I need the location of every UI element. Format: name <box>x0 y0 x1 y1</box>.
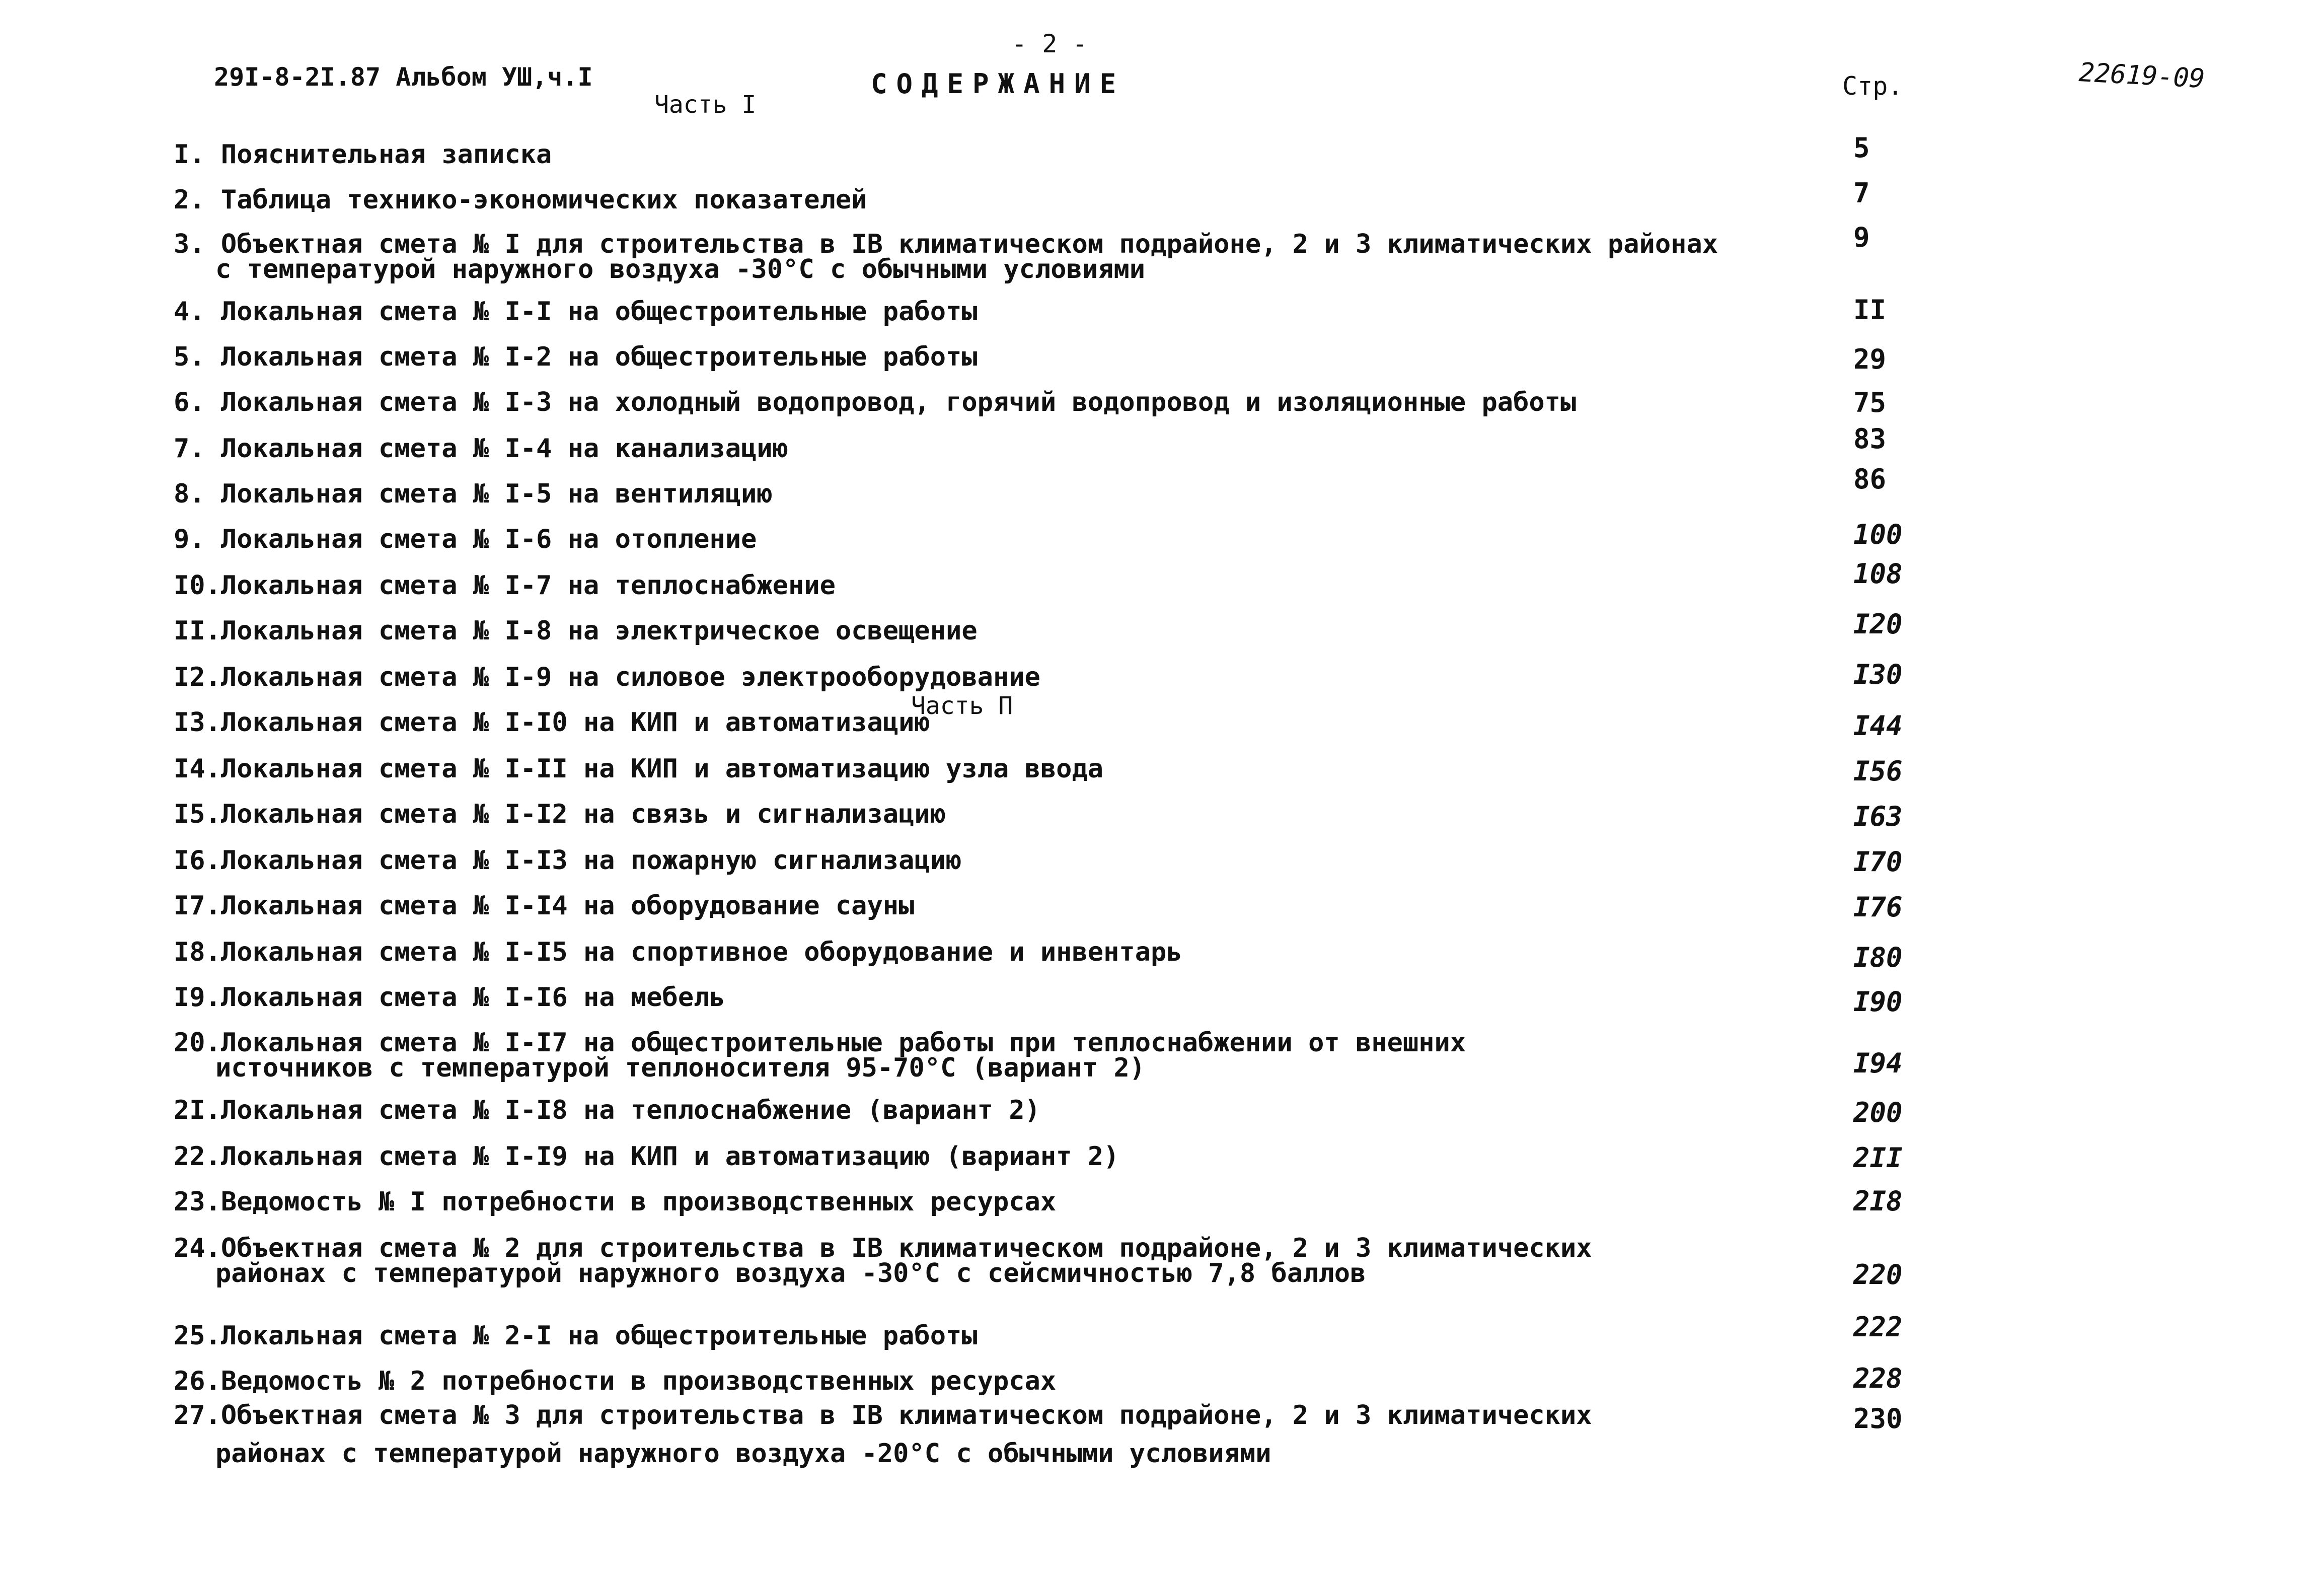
toc-entry-page: 228 <box>1853 1363 1903 1394</box>
toc-entry <box>174 799 946 829</box>
toc-entry-title: I9.Локальная смета № I-I6 на мебель <box>174 982 725 1013</box>
toc-entry-page: 100 <box>1853 519 1903 550</box>
toc-entry <box>174 662 1040 692</box>
toc-entry-title: I0.Локальная смета № I-7 на теплоснабжение <box>174 570 836 601</box>
toc-entry-title: I2.Локальная смета № I-9 на силовое электрооборудование <box>174 662 1040 692</box>
toc-entry <box>174 524 757 554</box>
toc-entry <box>174 937 1182 967</box>
toc-entry <box>174 297 978 327</box>
document-code: 29I-8-2I.87 Альбом УШ,ч.I <box>214 62 593 92</box>
toc-entry-page: I63 <box>1853 801 1903 832</box>
toc-entry-page: I20 <box>1853 608 1903 640</box>
toc-entry-title: 4. Локальная смета № I-I на общестроительные работы <box>174 297 978 327</box>
toc-entry <box>174 1233 1592 1288</box>
toc-entry <box>174 1400 1592 1469</box>
toc-entry-title: I6.Локальная смета № I-I3 на пожарную сигнализацию <box>174 845 962 876</box>
toc-entry <box>174 891 915 921</box>
toc-entry-page: 222 <box>1853 1311 1903 1343</box>
toc-entry-page: 9 <box>1853 222 1870 253</box>
toc-entry-page: 75 <box>1853 387 1887 418</box>
toc-entry <box>174 434 788 464</box>
toc-entry-title-continued: районах с температурой наружного воздуха -20°С с обычными условиями <box>215 1439 1271 1469</box>
toc-entry <box>174 1366 1057 1396</box>
toc-entry <box>174 754 1104 784</box>
toc-entry-title: I8.Локальная смета № I-I5 на спортивное оборудование и инвентарь <box>174 937 1182 967</box>
toc-entry-page: I30 <box>1853 659 1903 690</box>
toc-entry-title: 24.Объектная смета № 2 для строительства в IВ климатическом подрайоне, 2 и 3 климатических <box>174 1233 1592 1263</box>
archive-number: 22619-09 <box>2078 57 2206 95</box>
part-two-label: Часть П <box>911 692 1013 720</box>
toc-entry-title: 2I.Локальная смета № I-I8 на теплоснабжение (вариант 2) <box>174 1095 1040 1125</box>
toc-entry-page: 2II <box>1853 1142 1903 1174</box>
toc-entry-page: 29 <box>1853 343 1887 375</box>
toc-entry-page: 108 <box>1853 558 1903 590</box>
toc-entry-page: II <box>1853 294 1887 326</box>
toc-entry-title: I7.Локальная смета № I-I4 на оборудование сауны <box>174 891 915 921</box>
toc-entry-page: 5 <box>1853 132 1870 164</box>
toc-entry-title: 7. Локальная смета № I-4 на канализацию <box>174 434 788 464</box>
toc-entry-page: 230 <box>1853 1403 1903 1435</box>
toc-entry-title: 27.Объектная смета № 3 для строительства в IВ климатическом подрайоне, 2 и 3 климатических <box>174 1400 1592 1430</box>
toc-entry-title: 3. Объектная смета № I для строительства в IВ климатическом подрайоне, 2 и 3 климатических районах <box>174 229 1718 259</box>
toc-entry <box>174 481 773 507</box>
part-one-label: Часть I <box>654 91 757 119</box>
toc-entry-page: I80 <box>1853 942 1903 973</box>
toc-entry-page: 2I8 <box>1853 1185 1903 1217</box>
toc-entry <box>174 570 836 601</box>
toc-entry-title-continued: районах с температурой наружного воздуха -30°С с сейсмичностью 7,8 баллов <box>215 1258 1366 1288</box>
toc-entry-page: I44 <box>1853 710 1903 742</box>
toc-entry-title: 8. Локальная смета № I-5 на вентиляцию <box>174 479 773 509</box>
page-title: СОДЕРЖАНИЕ <box>871 68 1126 100</box>
page-column-label: Стр. <box>1842 71 1903 101</box>
toc-entry <box>174 229 1718 284</box>
toc-entry-title-continued: источников с температурой теплоносителя 95-70°С (вариант 2) <box>215 1053 1146 1083</box>
toc-entry <box>174 982 725 1013</box>
toc-entry-title: 6. Локальная смета № I-3 на холодный водопровод, горячий водопровод и изоляционные работы <box>174 387 1577 417</box>
toc-entry-page: I56 <box>1853 755 1903 787</box>
toc-entry <box>174 1321 978 1351</box>
toc-entry-page: I90 <box>1853 986 1903 1018</box>
toc-entry <box>174 185 867 215</box>
toc-entry-title: I3.Локальная смета № I-I0 на КИП и автоматизацию <box>174 707 930 738</box>
toc-entry <box>174 707 930 738</box>
page-number: - 2 - <box>1012 29 1088 58</box>
toc-entry <box>174 1095 1040 1125</box>
toc-entry-page: I70 <box>1853 846 1903 878</box>
toc-entry-title: 5. Локальная смета № I-2 на общестроительные работы <box>174 342 978 372</box>
toc-entry-title: 23.Ведомость № I потребности в производственных ресурсах <box>174 1187 1057 1217</box>
toc-entry-page: 7 <box>1853 177 1870 209</box>
toc-entry-title: 20.Локальная смета № I-I7 на общестроительные работы при теплоснабжении от внешних <box>174 1028 1466 1058</box>
toc-entry <box>174 387 1577 417</box>
toc-entry-page: 83 <box>1853 423 1887 455</box>
toc-entry-title: I5.Локальная смета № I-I2 на связь и сигнализацию <box>174 799 946 829</box>
toc-entry-page: I94 <box>1853 1047 1903 1079</box>
toc-entry <box>174 616 978 646</box>
toc-entry-page: I76 <box>1853 891 1903 923</box>
toc-entry-title: 22.Локальная смета № I-I9 на КИП и автоматизацию (вариант 2) <box>174 1141 1119 1172</box>
toc-entry <box>174 845 962 876</box>
toc-entry-title: 26.Ведомость № 2 потребности в производственных ресурсах <box>174 1366 1057 1396</box>
toc-entry-title: I. Пояснительная записка <box>174 139 552 170</box>
toc-entry <box>174 139 552 170</box>
toc-entry-title: 2. Таблица технико-экономических показателей <box>174 185 867 215</box>
toc-entry-page: 200 <box>1853 1097 1903 1128</box>
toc-entry <box>174 344 978 370</box>
toc-entry-title: 25.Локальная смета № 2-I на общестроительные работы <box>174 1321 978 1351</box>
toc-entry-title: I4.Локальная смета № I-II на КИП и автоматизацию узла ввода <box>174 754 1104 784</box>
toc-entry-page: 220 <box>1853 1259 1903 1291</box>
toc-entry <box>174 1187 1057 1217</box>
toc-entry-title: 9. Локальная смета № I-6 на отопление <box>174 524 757 554</box>
toc-entry-title: II.Локальная смета № I-8 на электрическое освещение <box>174 616 978 646</box>
toc-entry-page: 86 <box>1853 463 1887 495</box>
toc-entry <box>174 1028 1466 1083</box>
toc-entry-title-continued: с температурой наружного воздуха -30°С с обычными условиями <box>215 254 1146 284</box>
toc-entry <box>174 1141 1119 1172</box>
